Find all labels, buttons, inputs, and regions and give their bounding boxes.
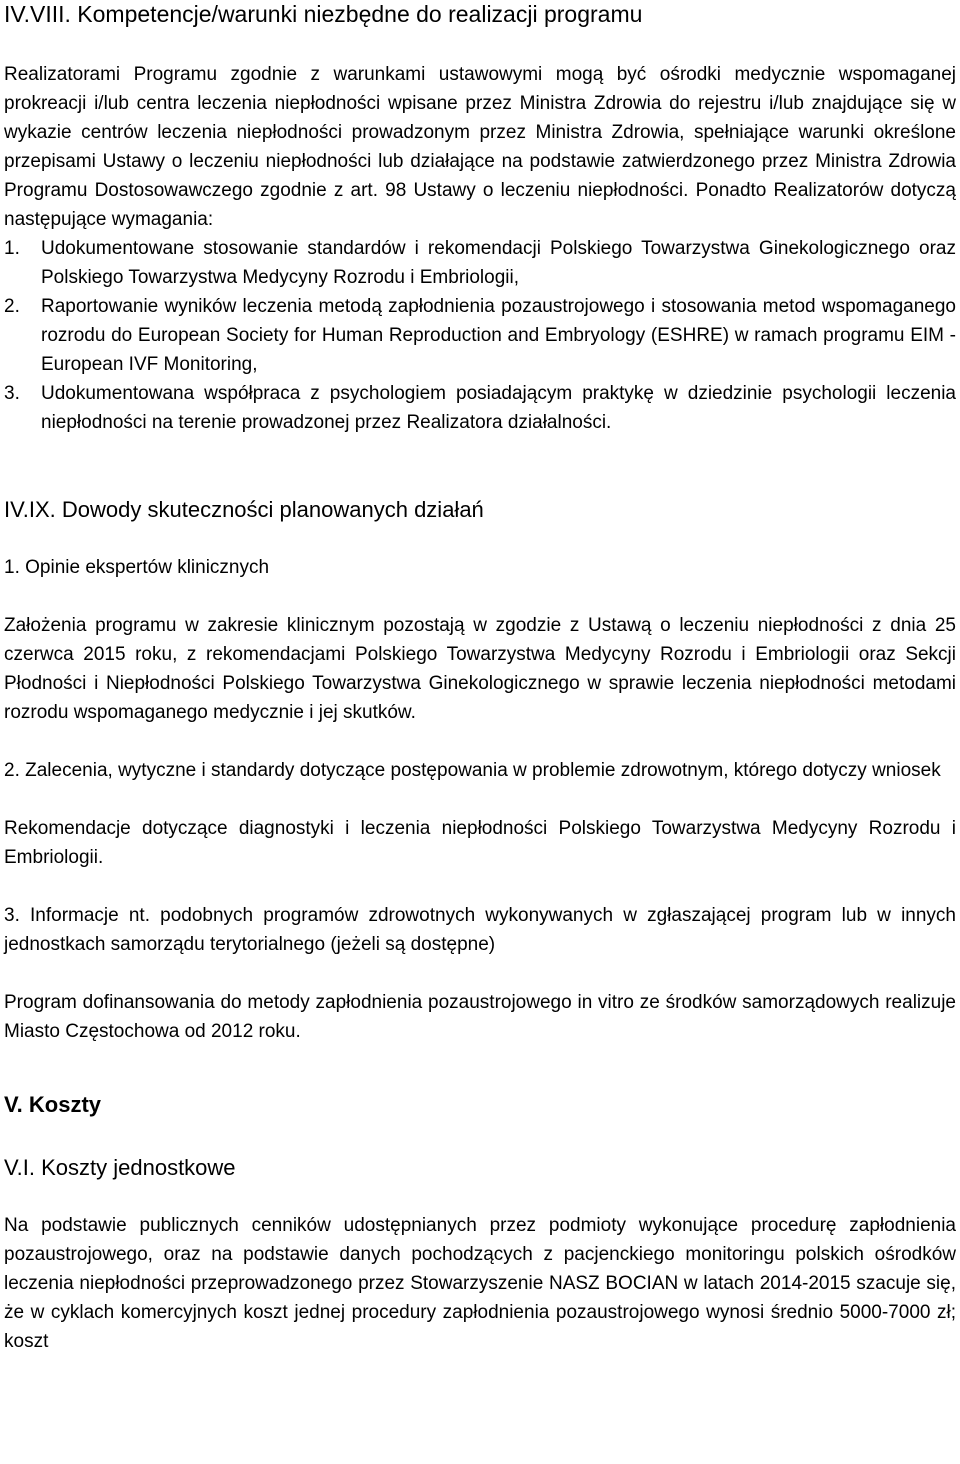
section-heading-v-i-unit-costs: V.I. Koszty jednostkowe xyxy=(4,1155,236,1180)
requirements-intro: Realizatorami Programu zgodnie z warunkami ustawowymi mogą być ośrodki medycznie wspomaganej prokreacji i/lub centra leczenia niepłodności wpisane przez Ministra Zdrowia do rejestru i/lub znajdujące się w wykazie centrów leczenia niepłodności prowadzonym przez Ministra Zdrowia, spełniające warunki określone przepisami Ustawy o leczeniu niepłodności lub działające na podstawie zatwierdzonego przez Ministra Zdrowia Programu Dostosowawczego zgodnie z art. 98 Ustawy o leczeniu niepłodności. Ponadto Realizatorów dotyczą następujące wymagania: xyxy=(4,64,956,230)
list-item xyxy=(4,379,956,437)
unit-costs-text: Na podstawie publicznych cenników udostępnianych przez podmioty wykonujące procedurę zapłodnienia pozaustrojowego, oraz na podstawie danych pochodzących z pacjenckiego monitoringu polskich ośrodków leczenia niepłodności przeprowadzonego przez Stowarzyszenie NASZ BOCIAN w latach 2014-2015 szacuje się, że w cyklach komercyjnych koszt jednej procedury zapłodnienia pozaustrojowego wynosi średnio 5000-7000 zł; koszt xyxy=(4,1215,956,1352)
list-item-text: Raportowanie wyników leczenia metodą zapłodnienia pozaustrojowego i stosowania metod wspomaganego rozrodu do European Society for Human Reproduction and Embryology (ESHRE) w ramach programu EIM - European IVF Monitoring, xyxy=(41,296,956,375)
list-item-number: 1. xyxy=(4,238,20,259)
document-page xyxy=(4,0,956,1356)
list-item xyxy=(4,292,956,379)
similar-programs-text: Program dofinansowania do metody zapłodnienia pozaustrojowego in vitro ze środków samorządowych realizuje Miasto Częstochowa od 2012 roku. xyxy=(4,992,956,1042)
section-heading-iv-ix: IV.IX. Dowody skuteczności planowanych działań xyxy=(4,497,484,522)
section-heading-iv-viii: IV.VIII. Kompetencje/warunki niezbędne do realizacji programu xyxy=(4,1,643,27)
list-item-number: 3. xyxy=(4,383,20,404)
subsection-title-expert-opinions: 1. Opinie ekspertów klinicznych xyxy=(4,557,270,578)
list-item-text: Udokumentowane stosowanie standardów i rekomendacji Polskiego Towarzystwa Ginekologicznego oraz Polskiego Towarzystwa Medycyny Rozrodu i Embriologii, xyxy=(41,238,956,288)
guidelines-text: Rekomendacje dotyczące diagnostyki i leczenia niepłodności Polskiego Towarzystwa Medycyny Rozrodu i Embriologii. xyxy=(4,818,956,868)
subsection-title-similar-programs: 3. Informacje nt. podobnych programów zdrowotnych wykonywanych w zgłaszającej program lub w innych jednostkach samorządu terytorialnego (jeżeli są dostępne) xyxy=(4,905,956,955)
subsection-title-guidelines: 2. Zalecenia, wytyczne i standardy dotyczące postępowania w problemie zdrowotnym, którego dotyczy wniosek xyxy=(4,760,941,781)
section-heading-v-costs: V. Koszty xyxy=(4,1092,102,1117)
expert-opinions-text: Założenia programu w zakresie klinicznym pozostają w zgodzie z Ustawą o leczeniu niepłodności z dnia 25 czerwca 2015 roku, z rekomendacjami Polskiego Towarzystwa Medycyny Rozrodu i Embriologii oraz Sekcji Płodności i Niepłodności Polskiego Towarzystwa Ginekologicznego w sprawie leczenia niepłodności metodami rozrodu wspomaganego medycznie i jej skutków. xyxy=(4,615,956,723)
requirements-list xyxy=(4,234,956,437)
list-item xyxy=(4,234,956,292)
list-item-number: 2. xyxy=(4,296,20,317)
list-item-text: Udokumentowana współpraca z psychologiem posiadającym praktykę w dziedzinie psychologii leczenia niepłodności na terenie prowadzonej przez Realizatora działalności. xyxy=(41,383,956,433)
